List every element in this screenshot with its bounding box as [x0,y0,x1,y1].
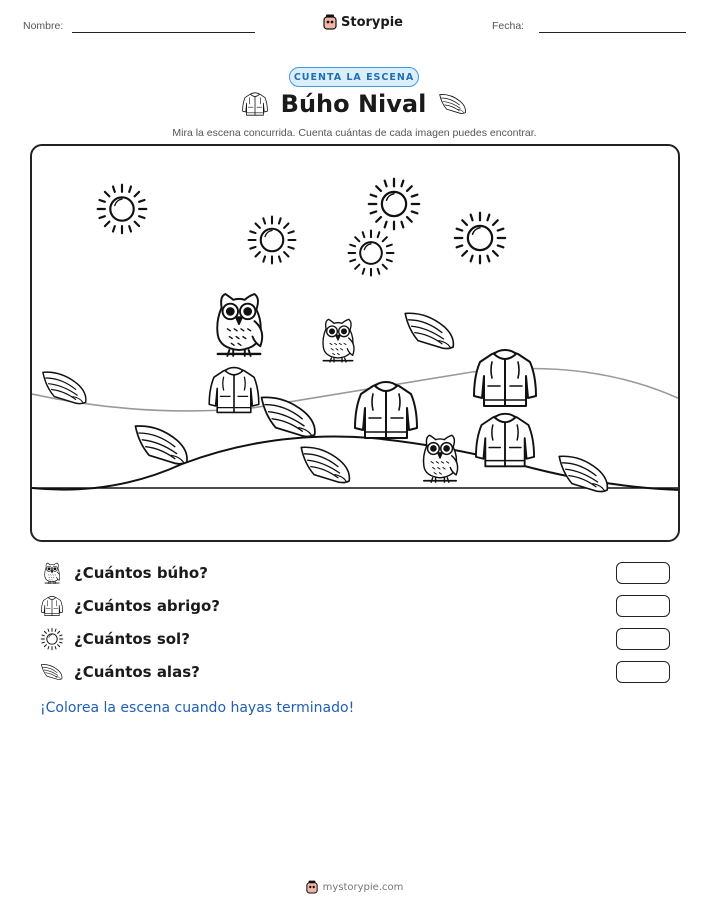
question-text: ¿Cuántos búho? [74,564,208,582]
question-text: ¿Cuántos alas? [74,663,200,681]
instructions: Mira la escena concurrida. Cuenta cuántas de cada imagen puedes encontrar. [172,127,537,139]
brand-name: Storypie [341,14,403,30]
wing-icon [559,456,607,491]
wing-icon [405,313,453,348]
counting-scene [30,144,680,542]
sun-icon [455,213,505,263]
wing-icon [40,660,64,684]
name-line[interactable] [72,32,255,33]
owl-icon [40,561,64,585]
coat-icon [241,90,269,118]
page-title: Búho Nival [280,90,427,118]
wing-icon [43,372,86,404]
scene-canvas [32,146,680,542]
coloring-note: ¡Colorea la escena cuando hayas terminado! [40,700,355,716]
brand-mascot-icon [323,14,337,30]
answer-box-owl[interactable] [616,562,670,584]
wing-icon [301,447,349,482]
coat-icon [476,414,534,467]
sun-icon [369,179,419,229]
wing-icon [135,426,187,464]
title-row [0,90,709,118]
answer-box-coat[interactable] [616,595,670,617]
question-row-coat [40,593,670,619]
coat-icon [40,594,64,618]
sun-icon [249,217,296,264]
question-row-owl [40,560,670,586]
answer-box-wing[interactable] [616,661,670,683]
question-row-sun [40,626,670,652]
wing-icon [262,397,315,436]
brand-logo [323,14,403,30]
question-text: ¿Cuántos abrigo? [74,597,220,615]
owl-icon [424,435,458,482]
sun-icon [98,185,147,234]
coat-icon [474,350,536,406]
activity-badge: CUENTA LA ESCENA [289,67,419,87]
footer-url: mystorypie.com [322,881,404,893]
question-row-wing [40,659,670,685]
answer-box-sun[interactable] [616,628,670,650]
name-label: Nombre: [23,20,64,32]
sun-icon [349,231,394,276]
date-label: Fecha: [492,20,525,32]
date-line[interactable] [539,32,686,33]
sun-icon [40,627,64,651]
coat-icon [209,368,259,413]
owl-icon [217,294,262,356]
background-hill-line [32,369,680,411]
footer [0,880,709,894]
question-text: ¿Cuántos sol? [74,630,190,648]
wing-icon [438,90,468,118]
brand-mascot-icon [306,880,318,894]
owl-icon [323,319,354,362]
